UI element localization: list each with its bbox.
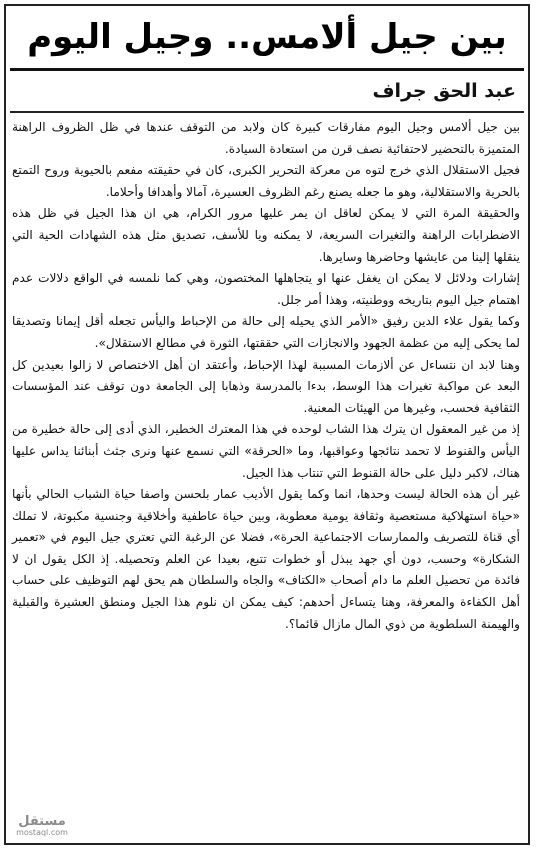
site-watermark: [16, 815, 68, 837]
article-headline: بين جيل ألامس.. وجيل اليوم: [27, 17, 507, 57]
article-paragraph: غير أن هذه الحالة ليست وحدها، انما وكما يقول الأديب عمار بلحسن واصفا حياة الشباب الحالي بأنها «حياة استهلاكية مستعصية وثقافة يومية معطوبة، وبين حياة عاطفية وأخلاقية وجنسية مكبوتة، لا تملك أي قناة للتصريف والممارسات الاجتماعية الحرة»، فضلا عن الرغبة التي تعتري جيل اليوم في «تعمير الشكارة» وحسب، دون أي جهد يبذل أو خطوات تتبع، بعيدا عن العلم وتحصيله. إذ الكل يقول ان لا فائدة من تحصيل العلم ما دام أصحاب «الكتاف» والجاه والسلطان هم يحق لهم التوظيف على حساب أهل الكفاءة والمعرفة، وهنا يتساءل أحدهم: كيف يمكن ان نلوم هذا الجيل ومنطق العشيرة والقبلية والهيمنة السلطوية من ذوي المال مازال قائما؟.: [12, 487, 520, 631]
article-body: [6, 113, 528, 635]
article-paragraph: إذ من غير المعقول ان يترك هذا الشاب لوحده في هذا المعترك الخطير، الذي أدى إلى حالة خطيرة من اليأس والقنوط لا تحمد نتائجها وعواقبها، وما «الحرقة» التي نسمع عنها ونرى جثث أبنائنا يداس عليها هناك، لاكبر دليل على حالة القنوط التي تنتاب هذا الجيل.: [12, 422, 520, 480]
article-paragraph: وكما يقول علاء الدين رفيق «الأمر الذي يحيله إلى حالة من الإحباط واليأس تجعله أقل إيمانا وتصديقا لما يحكى إليه من عظمة الجهود والانجازات التي حققتها، الثورة في مطالع الاستقلال».: [12, 314, 520, 350]
watermark-latin: mostaql.com: [16, 827, 68, 837]
article-paragraph: والحقيقة المرة التي لا يمكن لعاقل ان يمر عليها مرور الكرام، هي ان هذا الجيل في ظل هذه الاضطرابات الراهنة والتغيرات السريعة، لا يمكنه ويا للأسف، تصديق مثل هذه الشهادات الحية التي ينقلها إلينا من عايشها وحاضرها وسايرها.: [12, 206, 520, 264]
article-paragraph: فجيل الاستقلال الذي خرج لتوه من معركة التحرير الكبرى، كان في حقيقته مفعم بالحيوية وروح التمتع بالحرية والاستقلالية، وهو ما جعله يصنع رغم الظروف العسيرة، آمالا وأهدافا وأحلاما.: [12, 163, 520, 199]
watermark-arabic: مستقل: [18, 813, 66, 829]
article-paragraph: إشارات ودلائل لا يمكن ان يغفل عنها او يتجاهلها المختصون، وهي كما نلمسه في الواقع دلالات عدم اهتمام جيل اليوم بتاريخه ووطنيته، وهذا أمر جلل.: [12, 271, 520, 307]
article-author: عبد الحق جراف: [372, 80, 516, 102]
newspaper-clipping: [4, 4, 530, 845]
article-paragraph: وهنا لابد ان نتساءل عن ألازمات المسببة لهذا الإحباط، وأعتقد ان أهل الاختصاص لا زالوا بعيدين كل البعد عن مواكبة تغيرات هذا الوسط، بدءا بالمدرسة وذهابا إلى الجامعة دون توقف عند المؤسسات الثقافية فحسب، وغيرها من الهيئات المعنية.: [12, 357, 520, 415]
article-paragraph: بين جيل ألامس وجيل اليوم مفارقات كبيرة كان ولابد من التوقف عندها في ظل الظروف الراهنة المتميزة بالتحضير لاحتفائية نصف قرن من استعادة السيادة.: [12, 120, 520, 156]
